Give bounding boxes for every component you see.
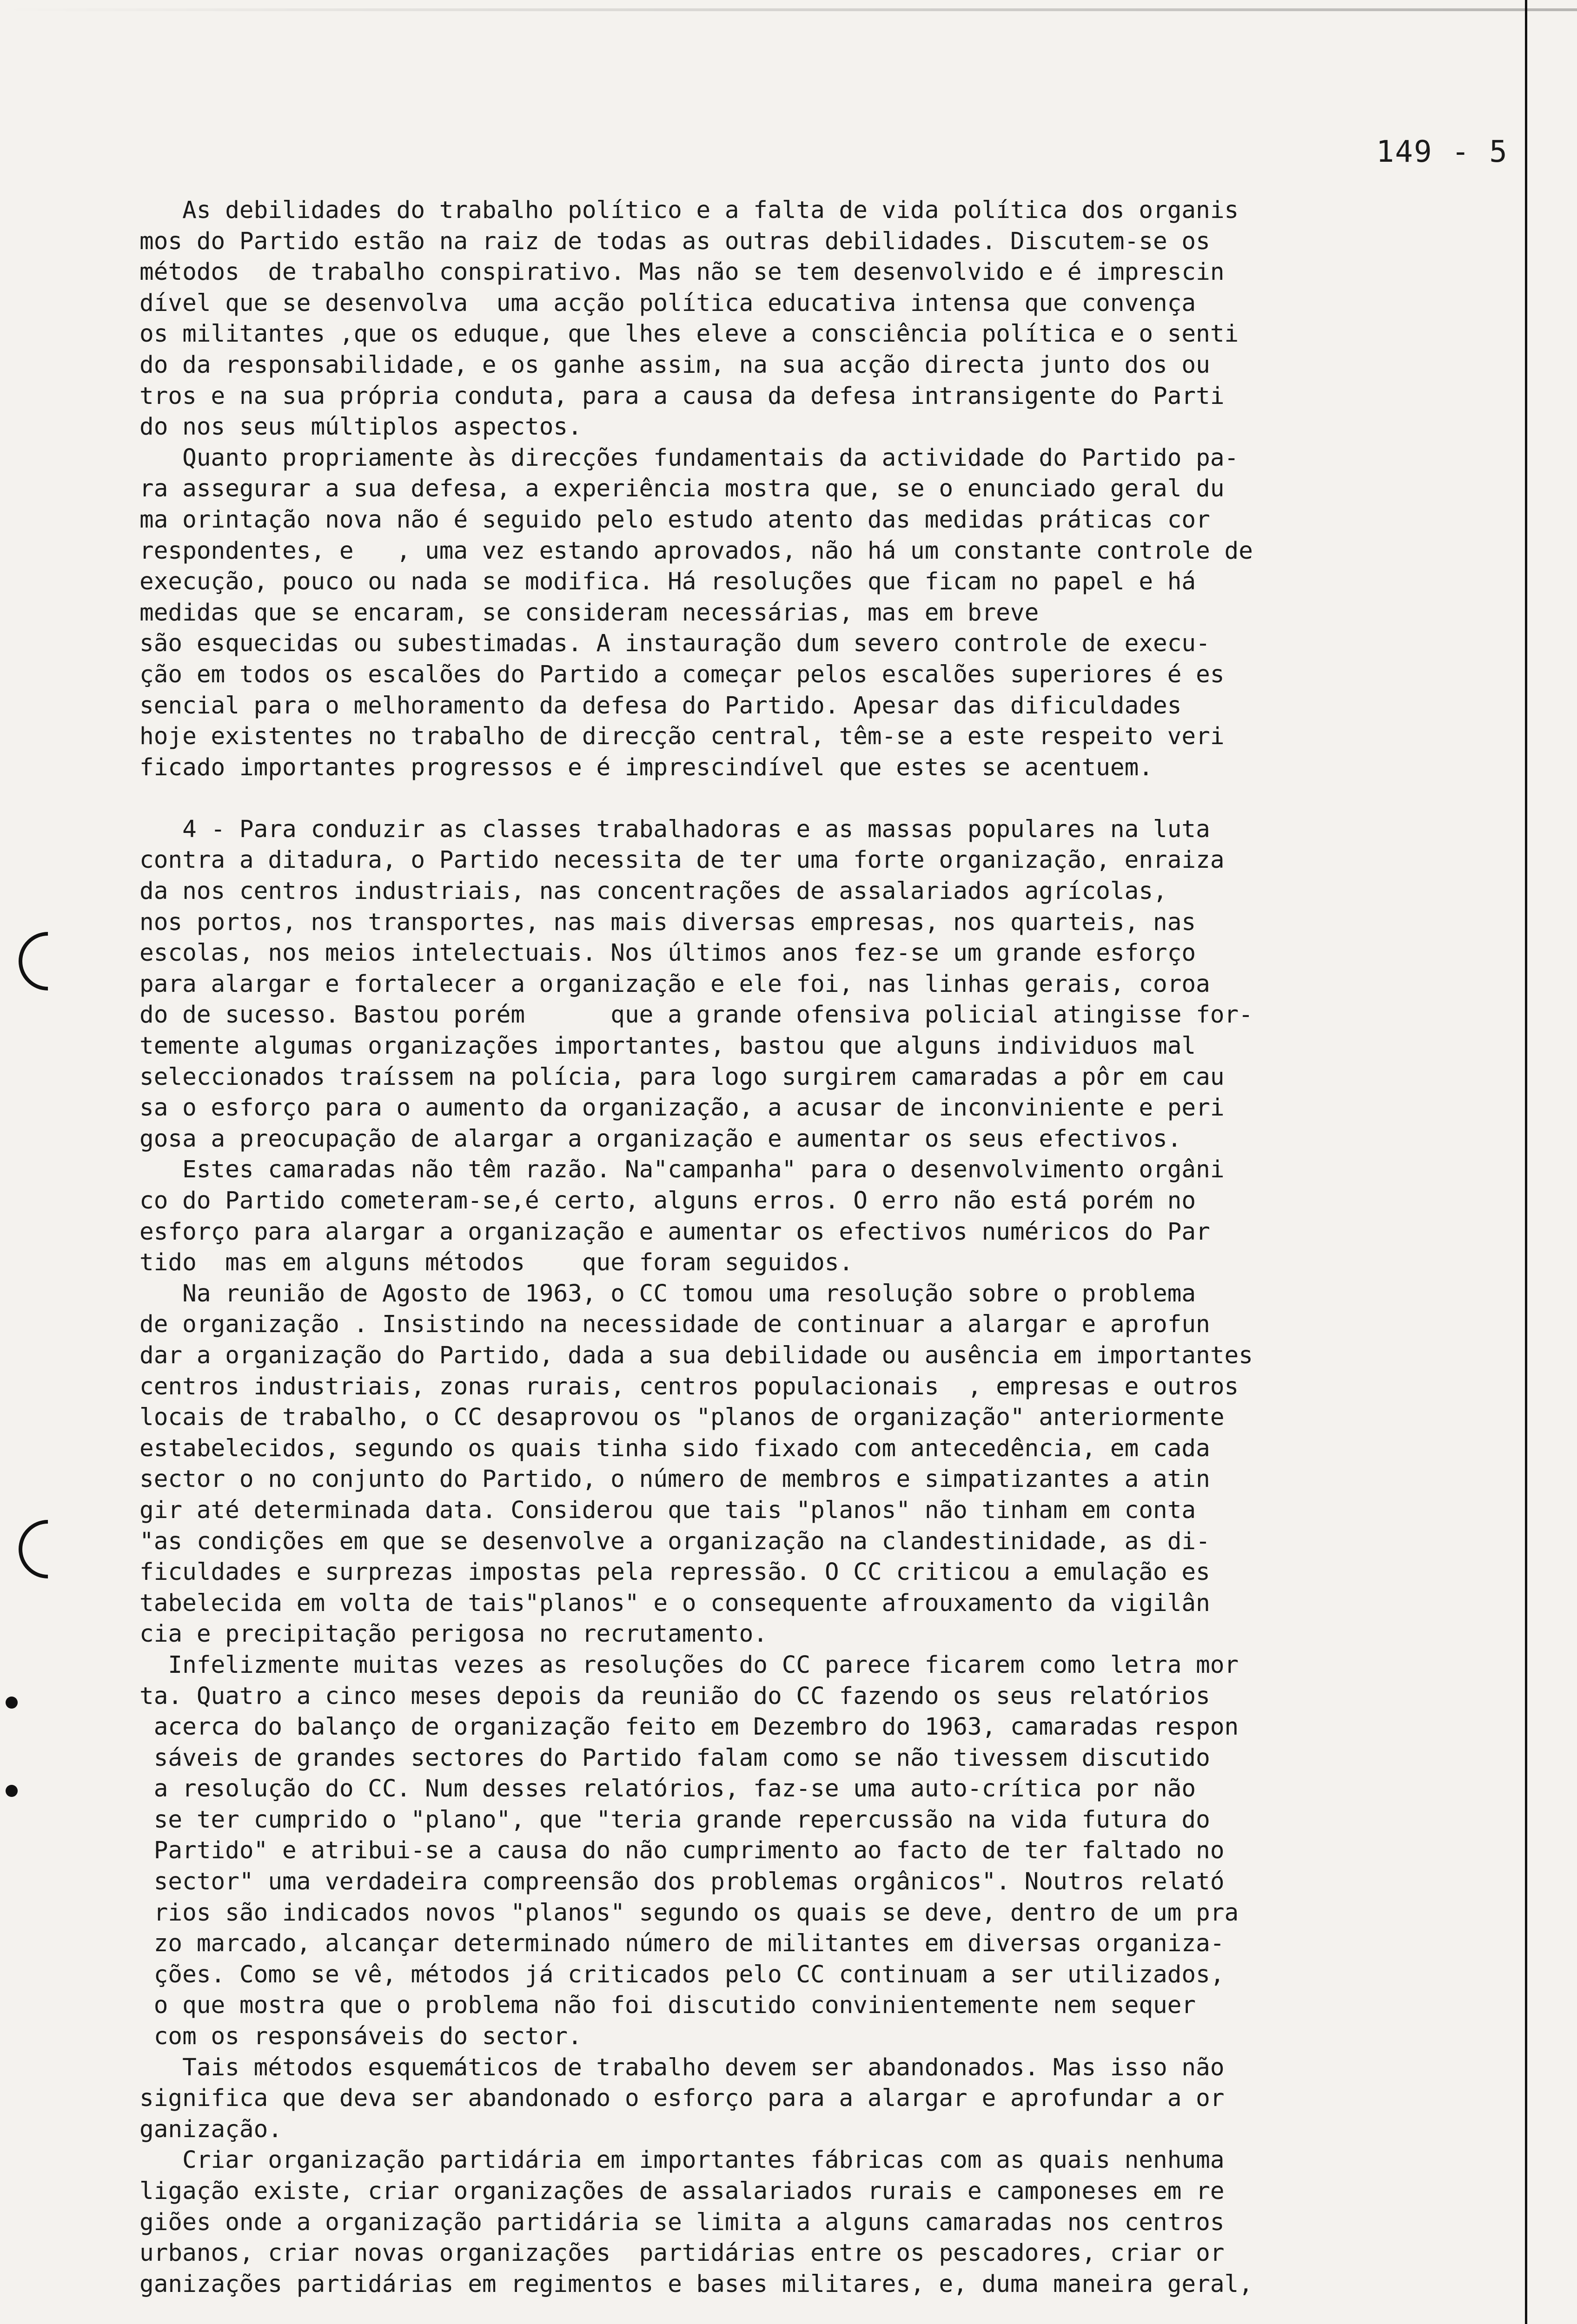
- text-line: escolas, nos meios intelectuais. Nos últimos anos fez-se um grande esforço: [139, 939, 1196, 967]
- text-line: 4 - Para conduzir as classes trabalhadoras e as massas populares na luta: [139, 815, 1210, 843]
- text-line: o que mostra que o problema não foi discutido convinientemente nem sequer: [139, 1992, 1196, 2020]
- page-number: 149 - 5: [1376, 135, 1508, 169]
- text-line: do de sucesso. Bastou porém que a grande ofensiva policial atingisse for-: [139, 1001, 1253, 1029]
- text-line: rios são indicados novos "planos" segundo os quais se deve, dentro de um pra: [139, 1899, 1239, 1927]
- text-line: execução, pouco ou nada se modifica. Há resoluções que ficam no papel e há: [139, 568, 1196, 596]
- text-line: tido mas em alguns métodos que foram seguidos.: [139, 1249, 854, 1277]
- text-line: zo marcado, alcançar determinado número de militantes em diversas organiza-: [139, 1930, 1225, 1958]
- text-line: métodos de trabalho conspirativo. Mas não se tem desenvolvido e é imprescin: [139, 258, 1225, 286]
- text-line: seleccionados traíssem na polícia, para logo surgirem camaradas a pôr em cau: [139, 1063, 1225, 1091]
- text-line: ficuldades e surprezas impostas pela repressão. O CC criticou a emulação es: [139, 1558, 1210, 1586]
- text-line: sencial para o melhoramento da defesa do Partido. Apesar das dificuldades: [139, 692, 1182, 720]
- text-line: respondentes, e , uma vez estando aprovados, não há um constante controle de: [139, 537, 1253, 565]
- text-line: [139, 783, 1527, 814]
- text-line: Infelizmente muitas vezes as resoluções do CC parece ficarem como letra mor: [139, 1651, 1239, 1679]
- top-scan-edge: [0, 8, 1577, 11]
- text-line: ta. Quatro a cinco meses depois da reunião do CC fazendo os seus relatórios: [139, 1682, 1210, 1710]
- text-line: "as condições em que se desenvolve a organização na clandestinidade, as di-: [139, 1527, 1210, 1555]
- text-line: urbanos, criar novas organizações partidárias entre os pescadores, criar or: [139, 2239, 1225, 2267]
- text-line: com os responsáveis do sector.: [139, 2023, 582, 2051]
- text-line: acerca do balanço de organização feito em Dezembro do 1963, camaradas respon: [139, 1713, 1239, 1741]
- text-line: ganização.: [139, 2115, 283, 2143]
- body-text: [139, 195, 1527, 2298]
- text-line: do da responsabilidade, e os ganhe assim, na sua acção directa junto dos ou: [139, 351, 1210, 379]
- text-line: Na reunião de Agosto de 1963, o CC tomou uma resolução sobre o problema: [139, 1280, 1196, 1307]
- text-line: cia e precipitação perigosa no recrutamento.: [139, 1620, 768, 1648]
- text-line: sáveis de grandes sectores do Partido falam como se não tivessem discutido: [139, 1744, 1210, 1772]
- text-line: do nos seus múltiplos aspectos.: [139, 413, 582, 441]
- text-line: são esquecidas ou subestimadas. A instauração dum severo controle de execu-: [139, 630, 1210, 658]
- text-line: a resolução do CC. Num desses relatórios, faz-se uma auto-crítica por não: [139, 1775, 1196, 1803]
- text-line: da nos centros industriais, nas concentrações de assalariados agrícolas,: [139, 878, 1167, 905]
- text-line: se ter cumprido o "plano", que "teria grande repercussão na vida futura do: [139, 1806, 1210, 1834]
- text-line: sector" uma verdadeira compreensão dos problemas orgânicos". Noutros relató: [139, 1868, 1225, 1896]
- text-line: contra a ditadura, o Partido necessita de ter uma forte organização, enraiza: [139, 846, 1225, 874]
- text-line: dível que se desenvolva uma acção política educativa intensa que convença: [139, 289, 1196, 317]
- text-line: temente algumas organizações importantes, bastou que alguns individuos mal: [139, 1032, 1196, 1060]
- text-line: ções. Como se vê, métodos já criticados pelo CC continuam a ser utilizados,: [139, 1961, 1225, 1988]
- text-line: ligação existe, criar organizações de assalariados rurais e camponeses em re: [139, 2178, 1225, 2205]
- text-line: giões onde a organização partidária se limita a alguns camaradas nos centros: [139, 2208, 1225, 2236]
- text-line: Partido" e atribui-se a causa do não cumprimento ao facto de ter faltado no: [139, 1837, 1225, 1865]
- text-line: gosa a preocupação de alargar a organização e aumentar os seus efectivos.: [139, 1125, 1182, 1153]
- punch-hole-icon: [7, 920, 89, 1003]
- text-line: medidas que se encaram, se consideram necessárias, mas em breve: [139, 599, 1039, 627]
- text-line: Quanto propriamente às direcções fundamentais da actividade do Partido pa-: [139, 444, 1239, 472]
- punch-hole-icon: [7, 1508, 89, 1591]
- bullet-dot-icon: [6, 1697, 18, 1709]
- text-line: tros e na sua própria conduta, para a causa da defesa intransigente do Parti: [139, 382, 1225, 410]
- text-line: gir até determinada data. Considerou que tais "planos" não tinham em conta: [139, 1496, 1196, 1524]
- text-line: dar a organização do Partido, dada a sua debilidade ou ausência em importantes: [139, 1341, 1253, 1369]
- text-line: estabelecidos, segundo os quais tinha sido fixado com antecedência, em cada: [139, 1434, 1210, 1462]
- text-line: locais de trabalho, o CC desaprovou os "planos de organização" anteriormente: [139, 1404, 1225, 1432]
- text-line: os militantes ,que os eduque, que lhes eleve a consciência política e o senti: [139, 320, 1239, 348]
- text-line: centros industriais, zonas rurais, centros populacionais , empresas e outros: [139, 1373, 1239, 1400]
- text-line: nos portos, nos transportes, nas mais diversas empresas, nos quarteis, nas: [139, 908, 1196, 936]
- text-line: ficado importantes progressos e é imprescindível que estes se acentuem.: [139, 753, 1153, 781]
- text-line: para alargar e fortalecer a organização e ele foi, nas linhas gerais, coroa: [139, 970, 1210, 998]
- text-line: tabelecida em volta de tais"planos" e o consequente afrouxamento da vigilân: [139, 1589, 1210, 1617]
- text-line: As debilidades do trabalho político e a falta de vida política dos organis: [139, 197, 1239, 224]
- text-line: ma orintação nova não é seguido pelo estudo atento das medidas práticas cor: [139, 506, 1210, 534]
- text-line: ra assegurar a sua defesa, a experiência mostra que, se o enunciado geral du: [139, 475, 1225, 503]
- text-line: de organização . Insistindo na necessidade de continuar a alargar e aprofun: [139, 1311, 1210, 1339]
- text-line: Tais métodos esquemáticos de trabalho devem ser abandonados. Mas isso não: [139, 2053, 1225, 2081]
- text-line: co do Partido cometeram-se,é certo, alguns erros. O erro não está porém no: [139, 1187, 1196, 1215]
- text-line: sector o no conjunto do Partido, o número de membros e simpatizantes a atin: [139, 1466, 1210, 1493]
- text-line: sa o esforço para o aumento da organização, a acusar de inconviniente e peri: [139, 1094, 1225, 1122]
- text-line: ganizações partidárias em regimentos e bases militares, e, duma maneira geral,: [139, 2270, 1253, 2298]
- text-line: significa que deva ser abandonado o esforço para a alargar e aprofundar a or: [139, 2085, 1225, 2113]
- text-line: mos do Partido estão na raiz de todas as outras debilidades. Discutem-se os: [139, 227, 1210, 255]
- text-line: ção em todos os escalões do Partido a começar pelos escalões superiores é es: [139, 660, 1225, 688]
- bullet-dot-icon: [6, 1785, 18, 1797]
- text-line: Estes camaradas não têm razão. Na"campanha" para o desenvolvimento orgâni: [139, 1156, 1225, 1184]
- text-line: esforço para alargar a organização e aumentar os efectivos numéricos do Par: [139, 1218, 1210, 1246]
- text-line: Criar organização partidária em importantes fábricas com as quais nenhuma: [139, 2146, 1225, 2174]
- text-line: hoje existentes no trabalho de direcção central, têm-se a este respeito veri: [139, 723, 1225, 751]
